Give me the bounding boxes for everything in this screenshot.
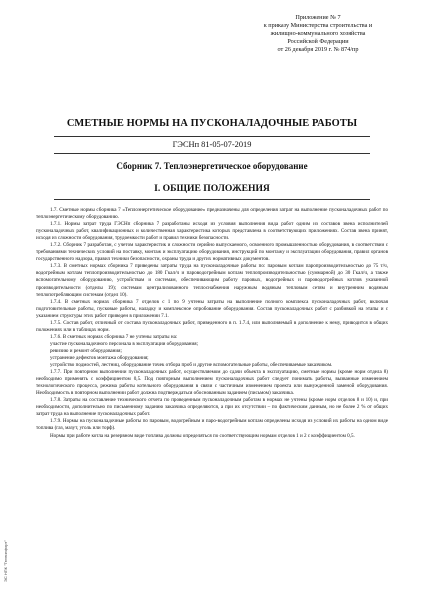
paragraph: 1.7.3. В сметных нормах сборника 7 приведены затраты труда на пусконаладочные работы по: паровым котлам паропроизводительностью до 75 т/ч, водогрейным котлам теплопроизводительностью до 180 Гкал/ч и пароводогрейным котлам теплопроизводительностью (суммарной) до 30 Гкал/ч, а также вспомогательному оборудованию, устройствам и системам, обеспечивающим работу паровых, водогрейных и пароводогрейных котлов указанной производительности (отделы 19); системам централизованного теплоснабжения наружным водяным тепловым сетям и внутренним водяным теплопотребляющим системам (отдел 10). xyxy=(36,263,388,298)
paragraph: 1.7.6. В сметных нормах сборника 7 не учтены затраты на: xyxy=(50,333,178,340)
paragraph: устранение дефектов монтажа оборудования; xyxy=(50,354,149,361)
section-divider xyxy=(54,199,370,200)
code-divider xyxy=(54,153,370,154)
paragraph: 1.7.5. Состав работ, отличный от состава пусконаладочных работ, приведенного в п. 1.7.4, или выполняемый в дополнение к нему, приводится в общих положениях или в таблицах норм. xyxy=(36,319,388,333)
paragraph: 1.7.8. Затраты на составление технического отчета по проведенным пусконаладочным работам в нормах не учтены (кроме норм отделов 8 и 10) и, при необходимости, дополнительно по письменному заданию заказчика определяются, а при их отсутствии – по фактическим данным, но не более 2 % от общих затрат труда на выполнение пусконаладочных работ. xyxy=(36,397,388,418)
side-watermark: ЭС НПК "Телеинфорт" xyxy=(3,540,8,582)
paragraph: 1.7.9. Нормы на пусконаладочные работы по паровым, водогрейным и паро-водогрейным котлам определены исходя из условий их работы на одном виде топлива (газ, мазут, уголь или торф). xyxy=(36,418,388,432)
appendix-line: от 26 декабря 2019 г. № 874/пр xyxy=(277,46,359,54)
paragraph: 1.7.4. В сметных нормах сборника 7 отделов с 1 по 9 учтены затраты на выполнение полного комплекса пусконаладочных работ, включая подготовительные работы, пусковые работы, наладку и комплексное опробование оборудования. Состав пусконаладочных работ с разбивкой на этапы и с указанием структуры этих работ приведен в приложении 7.1. xyxy=(36,298,388,319)
appendix-header xyxy=(238,14,398,54)
paragraph: ревизию и ремонт оборудования; xyxy=(50,347,122,354)
appendix-line: жилищно-коммунального хозяйства xyxy=(270,30,366,38)
paragraph: 1.7.7. При повторном выполнении пусконаладочных работ, осуществляемом до сдачи объекта в эксплуатацию, сметные нормы (кроме норм отдела 8) необходимо применять с коэффициентом 0,5. Под повторным выполнением пусконаладочных работ следует понимать работы, вызванные изменением технологического процесса, режима работы котельного оборудования в связи с частичным изменением проекта или вынужденной заменой оборудования. Необходимость в повторном выполнении работ должна подтверждаться обоснованным заданием (письмом) заказчика. xyxy=(36,369,388,397)
document-body xyxy=(36,207,388,440)
section-heading: I. ОБЩИЕ ПОЛОЖЕНИЯ xyxy=(154,183,270,194)
paragraph: участие пусконаладочного персонала в эксплуатации оборудования; xyxy=(50,340,199,347)
paragraph: 1.7.2. Сборник 7 разработан, с учетом характеристик и сложности серийно выпускаемого, освоенного промышленностью оборудования, в соответствии с требованиями технических условий на поставку, монтаж и эксплуатацию оборудования, инструкций по монтажу и эксплуатации оборудования, правил органов государственного надзора, правил техники безопасности, охраны труда и других нормативных документов. xyxy=(36,242,388,263)
paragraph: Нормы при работе котла на резервном виде топлива должны определяться по соответствующим нормам отделов 1 и 2 с коэффициентом 0,5. xyxy=(50,432,355,439)
appendix-line: к приказу Министерства строительства и xyxy=(263,22,373,30)
paragraph: 1.7.1. Нормы затрат труда ГЭСНп сборника 7 разработаны исходя из условия выполнения вида работ одним из составов звена исполнителей пусконаладочных работ, квалификационных и количественная характеристика которых представлена в соответствующих приложениях. Состав звена принят, исходя из сложности оборудования, трудоемкости работ и правил техники безопасности. xyxy=(36,221,388,242)
paragraph: устройство подмостей, лестниц, оборудование точек отбора проб и другие вспомогательные работы, обеспечиваемые заказчиком. xyxy=(50,362,333,369)
title-divider xyxy=(54,136,370,137)
norm-code: ГЭСНп 81-05-07-2019 xyxy=(172,140,252,149)
appendix-line: Российской Федерации xyxy=(287,38,349,46)
appendix-line: Приложение № 7 xyxy=(295,14,341,21)
collection-title: Сборник 7. Теплоэнергетическое оборудование xyxy=(116,161,308,171)
paragraph: 1.7. Сметные нормы сборника 7 «Теплоэнергетическое оборудование» предназначены для определения затрат на выполнение пусконаладочных работ по теплоэнергетическому оборудованию. xyxy=(36,207,388,221)
document-title: СМЕТНЫЕ НОРМЫ НА ПУСКОНАЛАДОЧНЫЕ РАБОТЫ xyxy=(66,118,358,129)
